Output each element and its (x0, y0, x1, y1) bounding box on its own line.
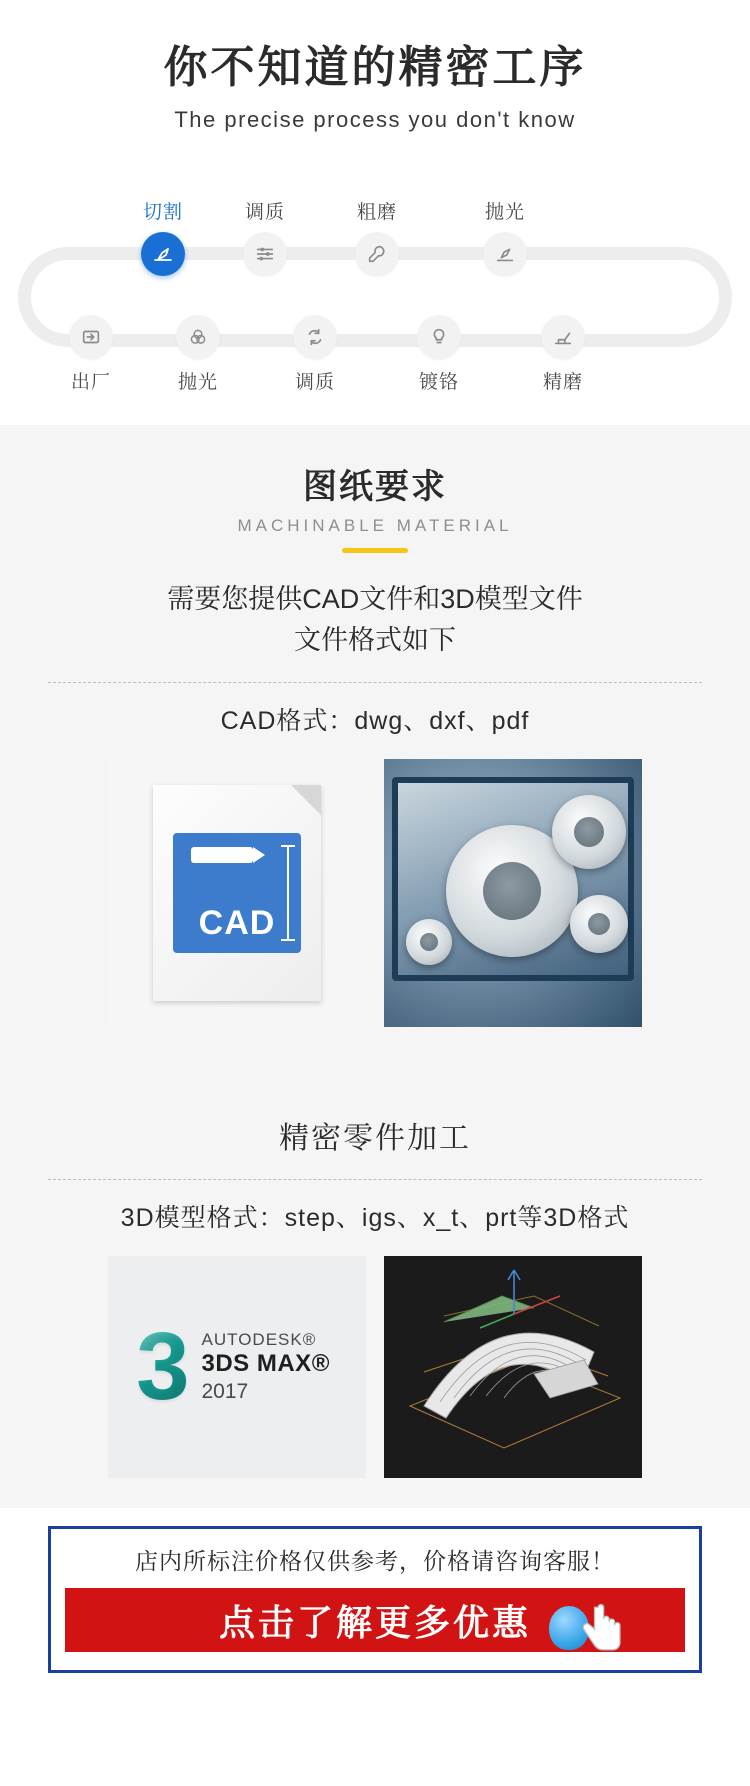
cad-format-line: CAD格式：dwg、dxf、pdf (220, 707, 530, 735)
process-step-label: 精磨 (542, 372, 583, 393)
process-step-tempering-bottom[interactable] (272, 315, 358, 394)
autodesk-year: 2017 (201, 1380, 249, 1403)
refresh-icon (293, 315, 337, 359)
model-format-line: 3D模型格式：step、igs、x_t、prt等3D格式 (120, 1204, 630, 1232)
divider (48, 682, 702, 683)
cad-badge (173, 833, 301, 953)
gear-tiny (406, 919, 452, 965)
divider (48, 1179, 702, 1180)
autodesk-logo (136, 1313, 330, 1420)
shipping-box-icon (69, 315, 113, 359)
autodesk-brand: AUTODESK® (201, 1330, 317, 1349)
sliders-icon (243, 232, 287, 276)
cad-file-image (108, 759, 366, 1027)
process-step-label: 粗磨 (356, 202, 397, 223)
cad-file-icon (153, 785, 321, 1001)
model-section-title: 精密零件加工 (279, 1122, 471, 1155)
gear-machine-photo (384, 759, 642, 1027)
learn-more-button[interactable] (65, 1588, 685, 1652)
page-subtitle: The precise process you don't know (174, 107, 576, 132)
gear-medium (552, 795, 626, 869)
bulb-icon (417, 315, 461, 359)
autodesk-product: 3DS MAX® (201, 1350, 330, 1377)
cta-note: 店内所标注价格仅供参考，价格请咨询客服！ (135, 1548, 615, 1574)
requirement-lead (0, 579, 750, 660)
page-title: 你不知道的精密工序 (163, 43, 587, 92)
requirement-lead-line2: 文件格式如下 (294, 624, 456, 655)
hero-header (0, 0, 750, 151)
autodesk-numeral: 3 (136, 1313, 190, 1420)
process-step-rough-grinding[interactable] (334, 197, 420, 276)
process-step-shipping[interactable] (48, 315, 134, 394)
process-step-label: 抛光 (484, 202, 525, 223)
autodesk-text (202, 1330, 330, 1404)
model-section (0, 1067, 750, 1508)
process-step-cutting[interactable] (120, 197, 206, 276)
process-flow (0, 189, 750, 419)
section-title: 图纸要求 (303, 468, 447, 506)
wrench-icon (355, 232, 399, 276)
pencil-icon (191, 847, 253, 863)
process-step-tempering[interactable] (222, 197, 308, 276)
process-step-fine-grinding[interactable] (520, 315, 606, 394)
circles-icon (176, 315, 220, 359)
process-step-label: 切割 (142, 202, 183, 223)
cutting-torch-icon (141, 232, 185, 276)
click-hand-icon (571, 1600, 629, 1658)
cad-image-row (0, 759, 750, 1027)
process-step-label: 调质 (294, 372, 335, 393)
title-underline (342, 548, 408, 553)
wireframe-svg (384, 1256, 642, 1478)
ruler-icon (287, 845, 289, 941)
requirement-lead-line1: 需要您提供CAD文件和3D模型文件 (167, 584, 583, 614)
process-step-label: 调质 (244, 202, 285, 223)
cad-label: CAD (198, 904, 276, 942)
process-step-polishing-top[interactable] (462, 197, 548, 276)
process-step-label: 抛光 (177, 372, 218, 393)
process-step-chrome-plating[interactable] (396, 315, 482, 394)
cta-section (0, 1508, 750, 1699)
polish-icon (483, 232, 527, 276)
wireframe-model-image (384, 1256, 642, 1478)
grinder-icon (541, 315, 585, 359)
drawing-requirement-section (0, 425, 750, 1067)
gear-small (570, 895, 628, 953)
model-image-row (0, 1256, 750, 1478)
cta-button-label: 点击了解更多优惠 (218, 1601, 531, 1643)
autodesk-3dsmax-image (108, 1256, 366, 1478)
cta-panel (48, 1526, 702, 1673)
process-step-label: 镀铬 (418, 372, 459, 393)
process-step-label: 出厂 (70, 372, 111, 393)
process-step-polishing-bottom[interactable] (155, 315, 241, 394)
section-subtitle: MACHINABLE MATERIAL (237, 516, 513, 535)
